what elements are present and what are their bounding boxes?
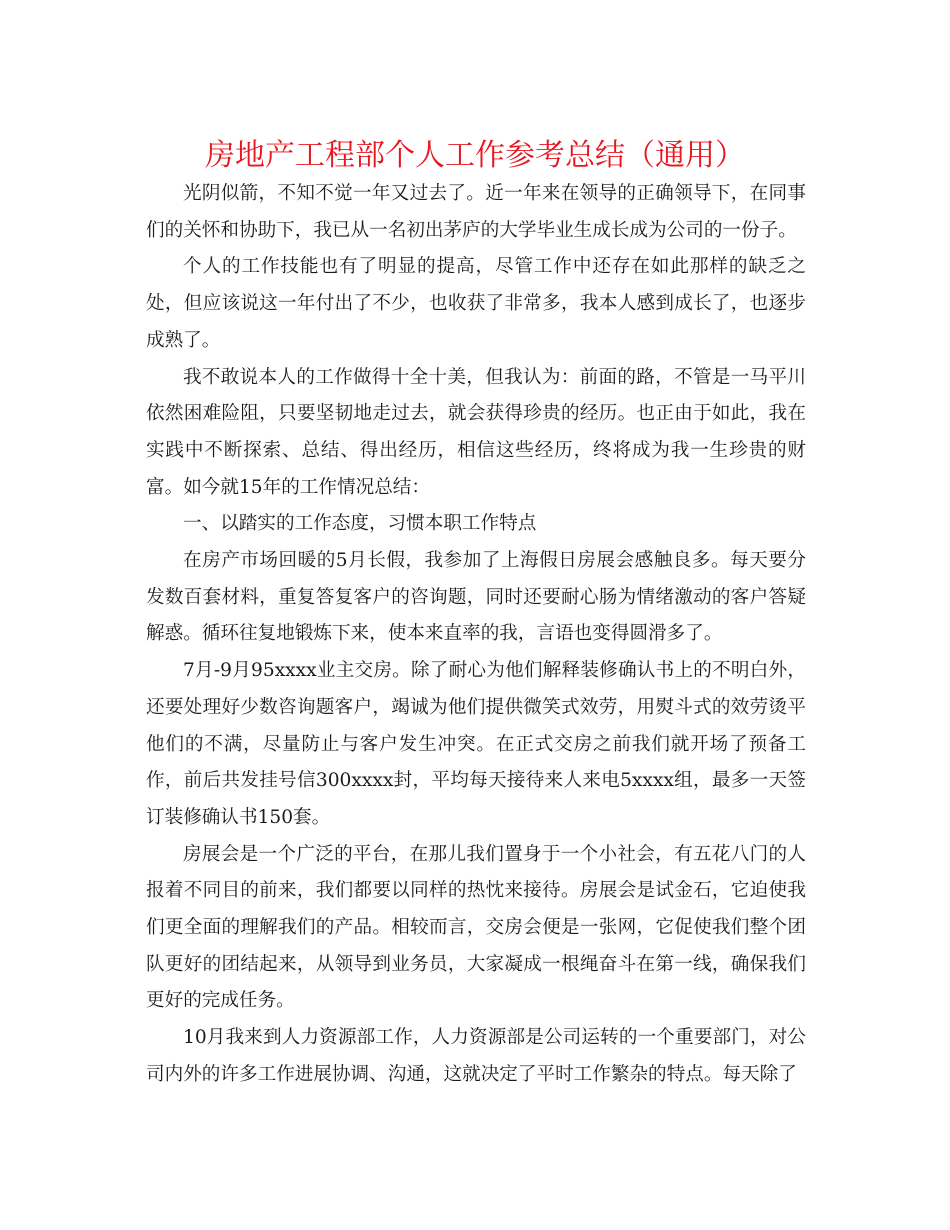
paragraph-housing-expo: 在房产市场回暖的5月长假，我参加了上海假日房展会感触良多。每天要分发数百套材料，重复答复客户的咨询题，同时还要耐心肠为情绪激动的客户答疑解惑。循环往复地锻炼下来，使本来直率的我，言语也变得圆滑多了。 [146, 550, 806, 645]
document-title: 房地产工程部个人工作参考总结（通用） [205, 138, 745, 173]
paragraph-platform: 房展会是一个广泛的平台，在那儿我们置身于一个小社会，有五花八门的人报着不同目的前来，我们都要以同样的热忱来接待。房展会是试金石，它迫使我们更全面的理解我们的产品。相较而言，交房会便是一张网，它促使我们整个团队更好的团结起来，从领导到业务员，大家凝成一根绳奋斗在第一线，确保我们更好的完成任务。 [146, 843, 806, 1012]
paragraph-skills: 个人的工作技能也有了明显的提高，尽管工作中还存在如此那样的缺乏之处，但应该说这一年付出了不少，也收获了非常多，我本人感到成长了，也逐步成熟了。 [146, 256, 806, 351]
paragraph-handover: 7月-9月95xxxx业主交房。除了耐心为他们解释装修确认书上的不明白外，还要处理好少数咨询题客户，竭诚为他们提供微笑式效劳，用熨斗式的效劳烫平他们的不满，尽量防止与客户发生冲突。在正式交房之前我们就开场了预备工作，前后共发挂号信300xxxx封，平均每天接待来人来电5xxxx组，最多一天签订装修确认书150套。 [146, 660, 806, 828]
paragraph-intro: 光阴似箭，不知不觉一年又过去了。近一年来在领导的正确领导下，在同事们的关怀和协助下，我已从一名初出茅庐的大学毕业生成长成为公司的一份子。 [146, 183, 806, 241]
paragraph-experience: 我不敢说本人的工作做得十全十美，但我认为：前面的路，不管是一马平川依然困难险阻，只要坚韧地走过去，就会获得珍贵的经历。也正由于如此，我在实践中不断探索、总结、得出经历，相信这些经历，终将成为我一生珍贵的财富。如今就15年的工作情况总结： [146, 366, 806, 498]
document-body [146, 176, 806, 1094]
paragraph-hr: 10月我来到人力资源部工作，人力资源部是公司运转的一个重要部门，对公司内外的许多工作进展协调、沟通，这就决定了平时工作繁杂的特点。每天除了 [146, 1027, 806, 1085]
section-heading-1: 一、以踏实的工作态度，习惯本职工作特点 [183, 513, 537, 535]
